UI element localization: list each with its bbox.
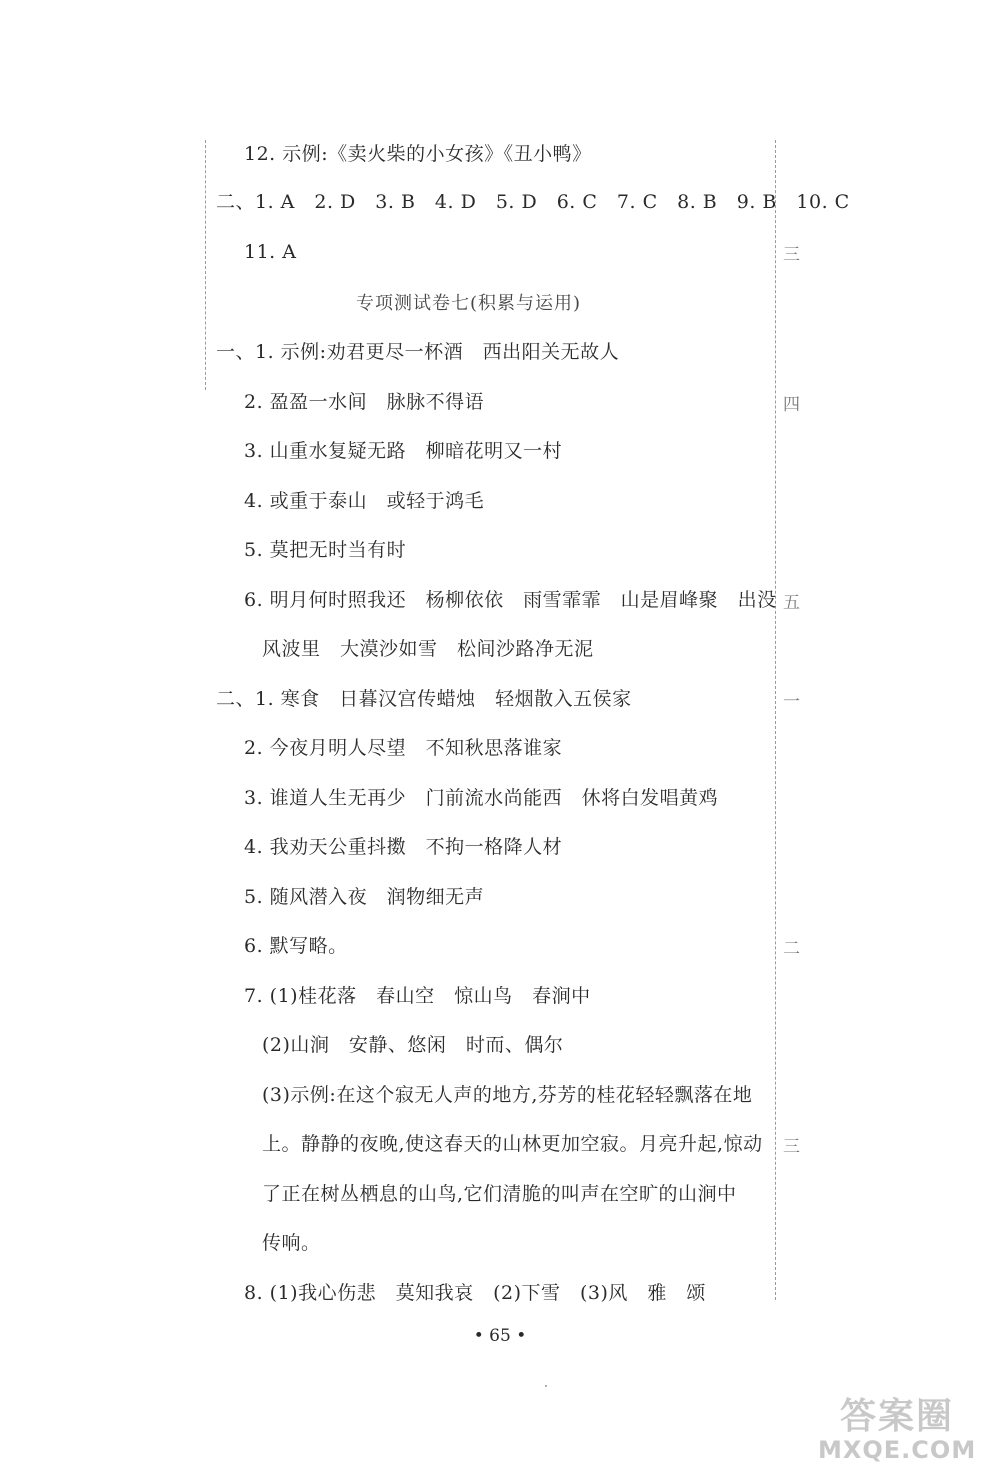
section-two-answers: 二、1. A 2. D 3. B 4. D 5. D 6. C 7. C 8. B 9. B 10. C (216, 191, 850, 213)
answer-subline-continued: 了正在树丛栖息的山鸟,它们清脆的叫声在空旷的山涧中 (262, 1183, 737, 1205)
answer-subline-continued: 上。静静的夜晚,使这春天的山林更加空寂。月亮升起,惊动 (262, 1133, 763, 1155)
answer-subline-continued: 传响。 (262, 1232, 321, 1254)
edge-mark: 三 (783, 245, 800, 265)
answer-line-continued: 风波里 大漠沙如雪 松间沙路净无泥 (262, 638, 594, 660)
answer-line: 4. 或重于泰山 或轻于鸿毛 (244, 490, 485, 512)
edge-mark: 一 (783, 692, 800, 712)
edge-mark: 五 (783, 593, 800, 613)
answer-line-11: 11. A (244, 241, 297, 263)
left-dashed-rule (205, 140, 206, 390)
answer-line: 二、1. 寒食 日暮汉宫传蜡烛 轻烟散入五侯家 (216, 688, 632, 710)
answer-line: 一、1. 示例:劝君更尽一杯酒 西出阳关无故人 (216, 341, 620, 363)
right-dashed-rule (775, 140, 776, 1300)
ink-speck (545, 1385, 547, 1387)
answer-line: 6. 明月何时照我还 杨柳依依 雨雪霏霏 山是眉峰聚 出没 (244, 589, 777, 611)
answer-subline: (3)示例:在这个寂无人声的地方,芬芳的桂花轻轻飘落在地 (262, 1084, 753, 1106)
answer-line: 5. 随风潜入夜 润物细无声 (244, 886, 485, 908)
section-heading: 专项测试卷七(积累与运用) (356, 293, 582, 314)
edge-mark: 三 (783, 1137, 800, 1157)
answer-line: 6. 默写略。 (244, 935, 348, 957)
watermark-url: MXQE.COM (818, 1436, 977, 1464)
answer-line: 2. 盈盈一水间 脉脉不得语 (244, 391, 485, 413)
answer-line: 3. 山重水复疑无路 柳暗花明又一村 (244, 440, 563, 462)
answer-line: 3. 谁道人生无再少 门前流水尚能西 休将白发唱黄鸡 (244, 787, 719, 809)
answer-line: 8. (1)我心伤悲 莫知我哀 (2)下雪 (3)风 雅 颂 (244, 1282, 706, 1304)
watermark-logo: 答案圈 (840, 1396, 955, 1437)
answer-line: 2. 今夜月明人尽望 不知秋思落谁家 (244, 737, 563, 759)
answer-line: 7. (1)桂花落 春山空 惊山鸟 春涧中 (244, 985, 591, 1007)
answer-line: 5. 莫把无时当有时 (244, 539, 407, 561)
answer-line-12: 12. 示例:《卖火柴的小女孩》《丑小鸭》 (244, 143, 592, 165)
answer-line: 4. 我劝天公重抖擞 不拘一格降人材 (244, 836, 563, 858)
answer-subline: (2)山涧 安静、悠闲 时而、偶尔 (262, 1034, 564, 1056)
edge-mark: 二 (783, 939, 800, 959)
edge-mark: 四 (783, 395, 800, 415)
page-number: • 65 • (473, 1326, 527, 1346)
